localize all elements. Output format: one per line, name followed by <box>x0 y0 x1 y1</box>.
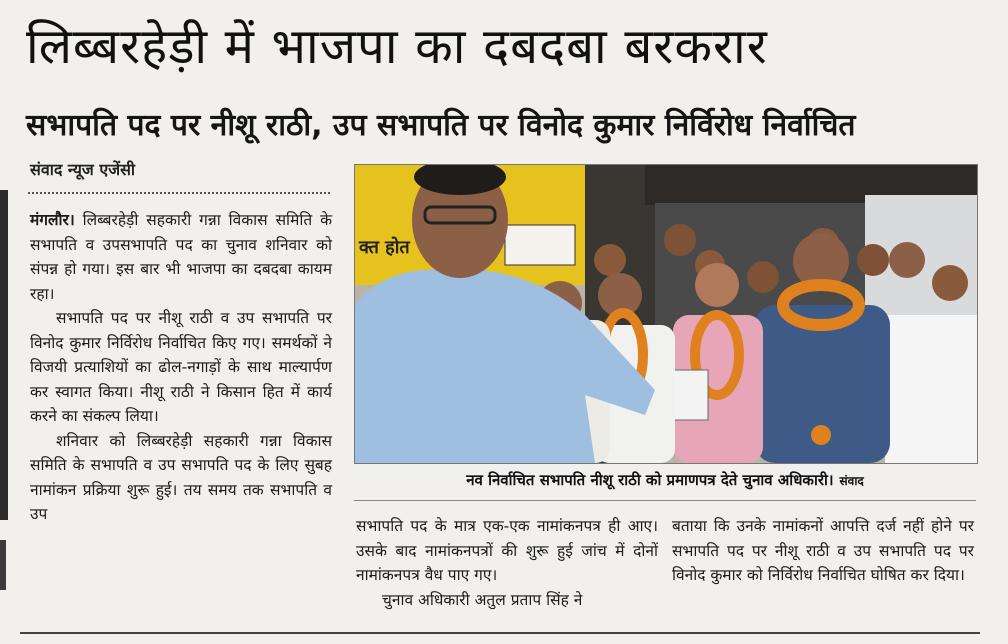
caption-divider <box>354 500 976 501</box>
paragraph: सभापति पद पर नीशू राठी व उप सभापति पर विनोद कुमार निर्विरोध निर्वाचित किए गए। समर्थकों ने विजयी प्रत्याशियों का ढोल-नगाड़ों के साथ माल्यार्पण कर स्वागत किया। नीशू राठी ने किसान हित में कार्य करने का संकल्प लिया। <box>30 309 332 425</box>
paragraph: चुनाव अधिकारी अतुल प्रताप सिंह ने <box>382 590 583 609</box>
paragraph: सभापति पद के मात्र एक-एक नामांकनपत्र ही आए। उसके बाद नामांकनपत्रों की शुरू हुई जांच में दोनों नामांकनपत्र वैध पाए गए। <box>356 517 658 584</box>
headline: लिब्बरहेड़ी में भाजपा का दबदबा बरकरार <box>26 18 768 75</box>
adjacent-column-edge-lower <box>0 540 6 590</box>
article-column-3 <box>672 514 974 588</box>
article-column-2 <box>356 514 658 612</box>
article-column-1 <box>30 208 332 527</box>
bottom-divider <box>20 632 980 634</box>
paragraph: बताया कि उनके नामांकनों आपत्ति दर्ज नहीं होने पर सभापति पद पर नीशू राठी व उप सभापति पद पर विनोद कुमार को निर्विरोध निर्वाचित घोषित कर दिया। <box>672 517 974 584</box>
photo-illustration <box>355 165 977 463</box>
adjacent-column-edge <box>0 190 8 520</box>
dateline: मंगलौर। <box>30 211 75 229</box>
paragraph-text: लिब्बरहेड़ी सहकारी गन्ना विकास समिति के सभापति व उपसभापति पद का चुनाव शनिवार को संपन्न हो गया। इस बार भी भाजपा का दबदबा कायम रहा। <box>30 211 332 303</box>
paragraph: शनिवार को लिब्बरहेड़ी सहकारी गन्ना विकास समिति के सभापति व उप सभापति पद के लिए सुबह नामांकन प्रक्रिया शुरू हुई। तय समय तक सभापति व उप <box>30 431 332 523</box>
photo-credit: संवाद <box>839 474 864 488</box>
byline-divider <box>28 192 330 194</box>
wall-sign-text: क्त होत <box>359 237 410 258</box>
caption-text: नव निर्वाचित सभापति नीशू राठी को प्रमाणपत्र देते चुनाव अधिकारी। <box>466 471 834 489</box>
photo-caption <box>354 470 976 490</box>
subheadline: सभापति पद पर नीशू राठी, उप सभापति पर विनोद कुमार निर्विरोध निर्वाचित <box>26 108 856 143</box>
paragraph <box>30 208 332 306</box>
news-photo <box>354 164 978 464</box>
byline: संवाद न्यूज एजेंसी <box>30 160 136 179</box>
